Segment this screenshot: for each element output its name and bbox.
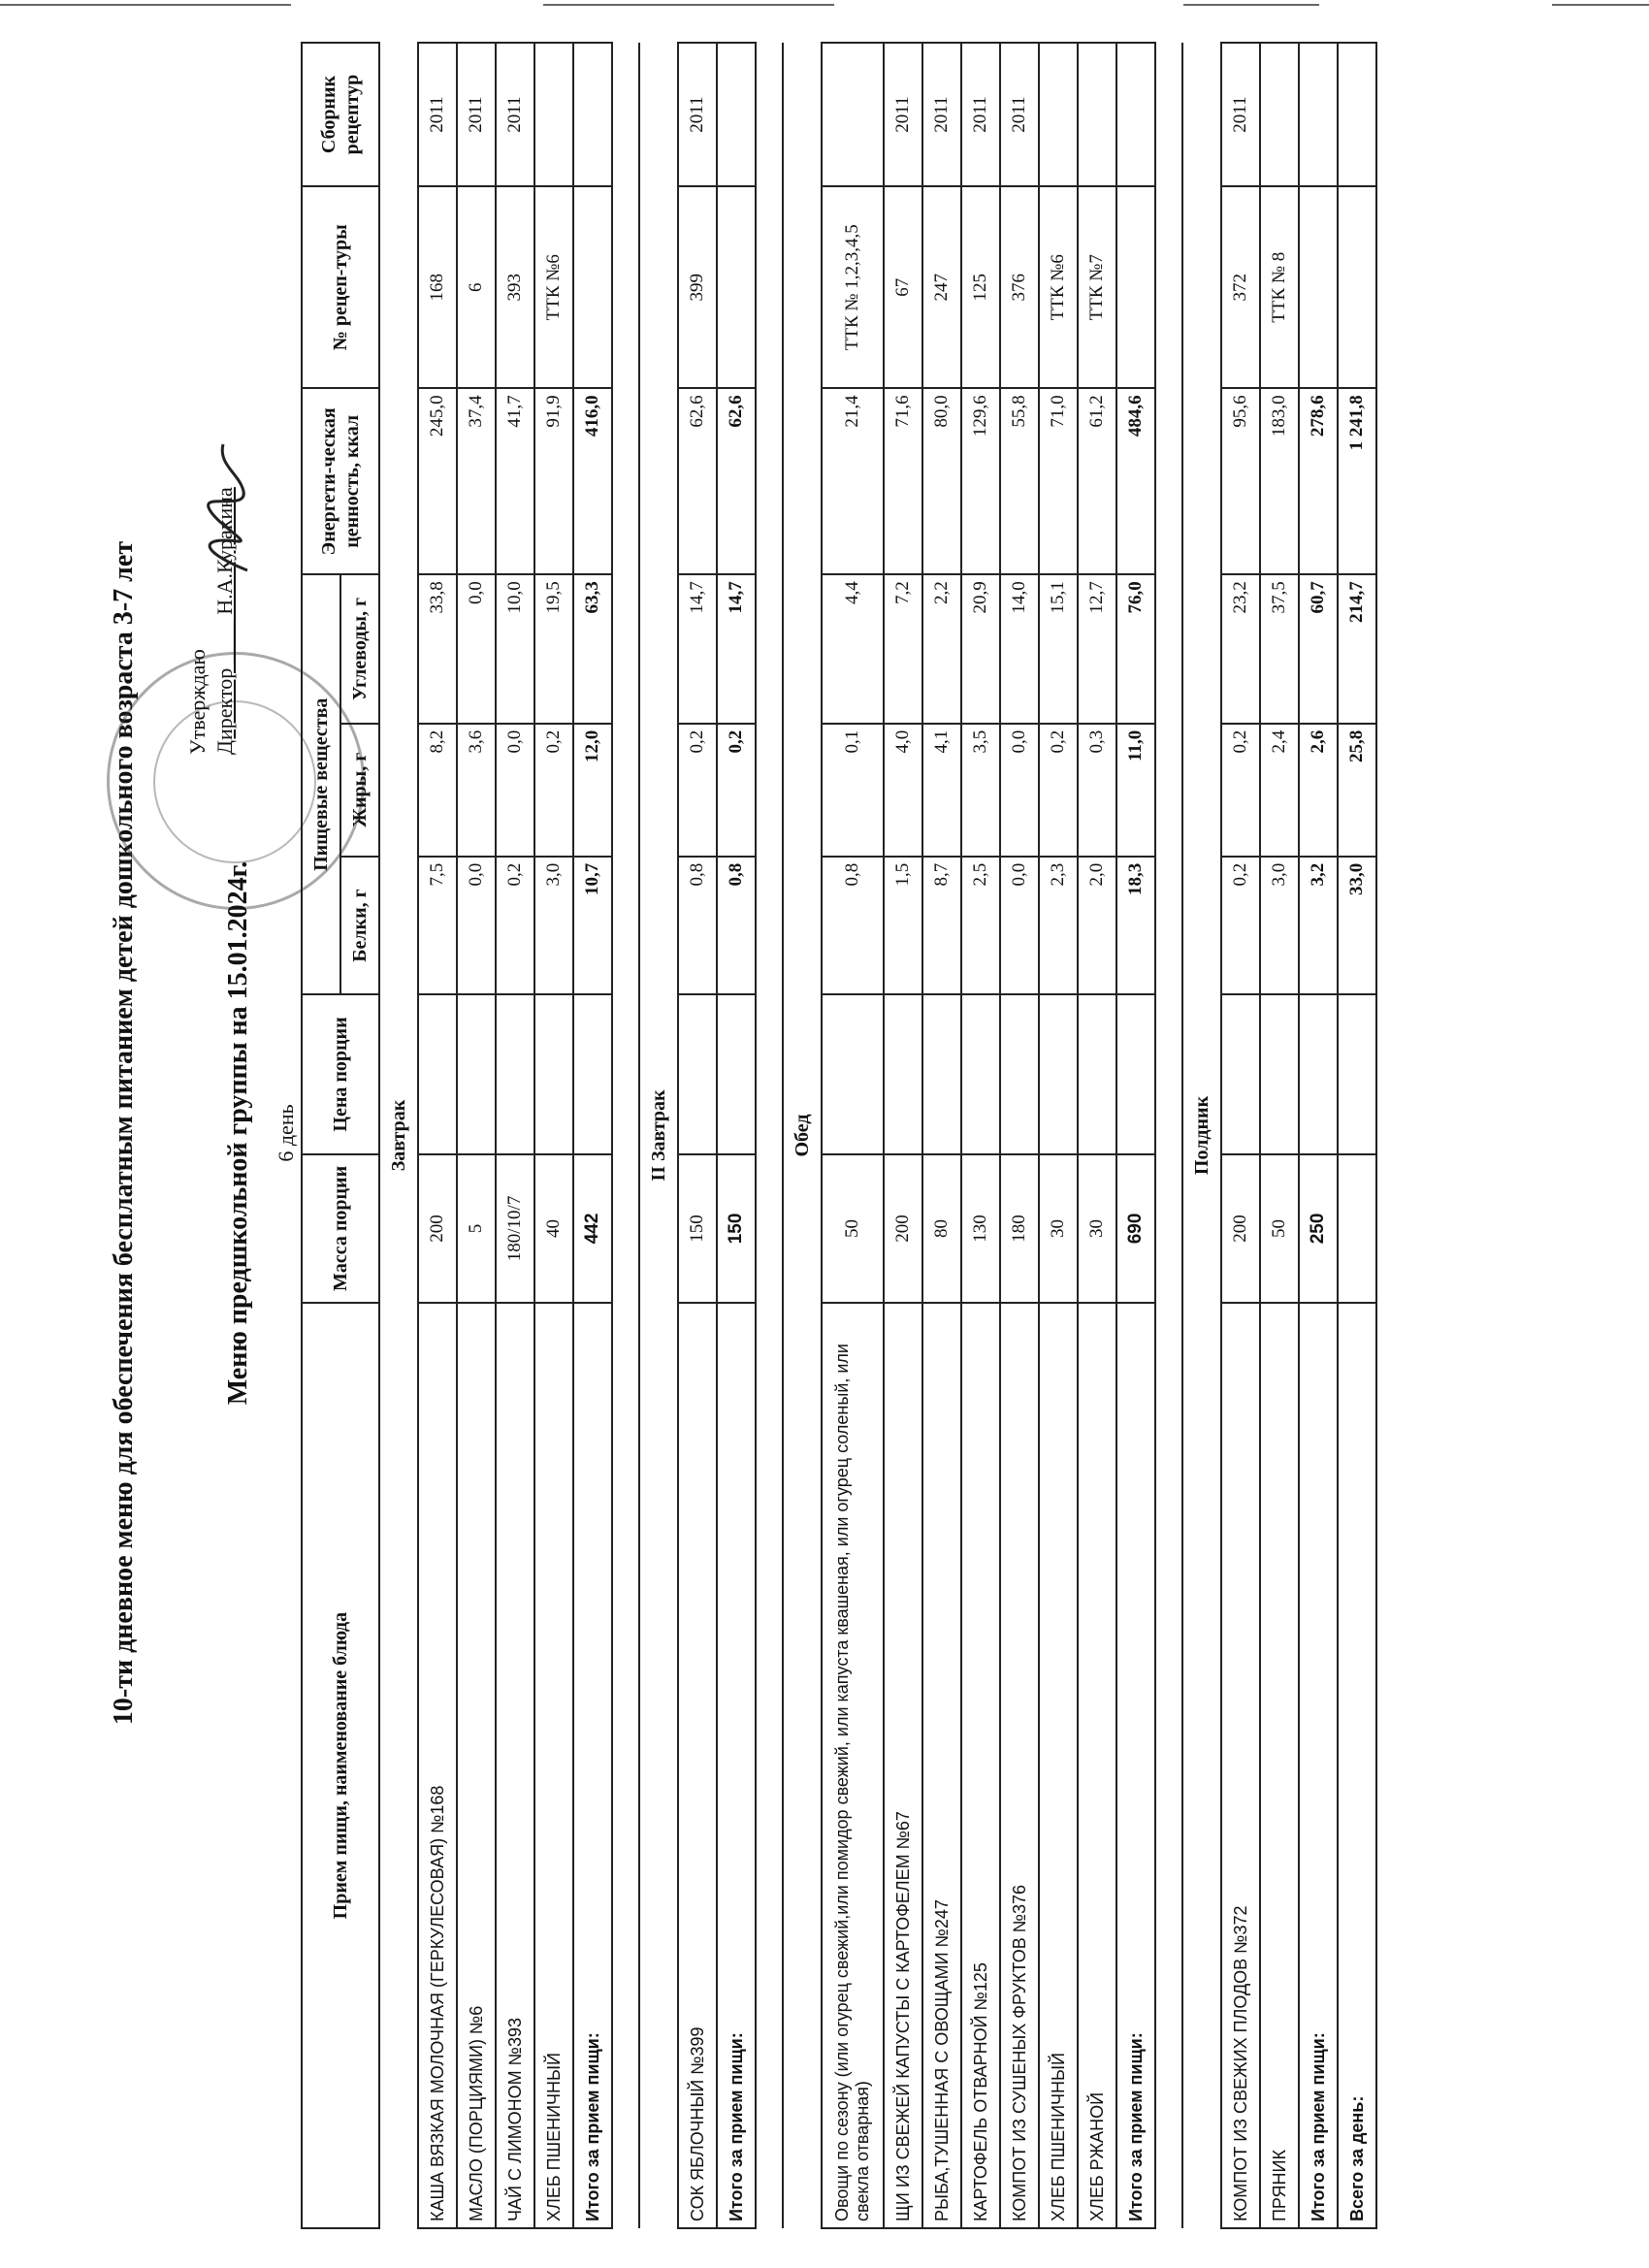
cell-e: 21,4	[822, 388, 884, 574]
cell-price	[496, 994, 534, 1153]
header-fats: Жиры, г	[340, 724, 379, 857]
cell-c: 19,5	[534, 574, 573, 723]
cell-price	[822, 994, 884, 1153]
cell-name: ХЛЕБ ПШЕНИЧНЫЙ	[534, 1303, 573, 2228]
cell-p: 3,0	[1260, 857, 1299, 995]
cell-col	[822, 43, 884, 186]
total-collection	[1299, 43, 1338, 186]
cell-col	[534, 43, 573, 186]
total-label: Итого за прием пищи:	[717, 1303, 756, 2228]
grand-total-row	[1338, 43, 1376, 2228]
cell-f: 0,2	[534, 724, 573, 857]
menu-table	[301, 42, 1377, 2229]
cell-f: 8,2	[418, 724, 457, 857]
cell-e: 80,0	[922, 388, 961, 574]
cell-col: 2011	[678, 43, 717, 186]
total-row	[1116, 43, 1155, 2228]
section-header	[379, 43, 418, 2228]
total-price	[1299, 994, 1338, 1153]
table-row	[884, 43, 922, 2228]
cell-c: 20,9	[961, 574, 1000, 723]
cell-c: 15,1	[1039, 574, 1078, 723]
cell-c: 0,0	[457, 574, 496, 723]
cell-e: 71,6	[884, 388, 922, 574]
total-label: Итого за прием пищи:	[573, 1303, 612, 2228]
cell-e: 61,2	[1078, 388, 1116, 574]
total-carbs: 14,7	[717, 574, 756, 723]
total-price	[573, 994, 612, 1153]
table-row	[1221, 43, 1260, 2228]
cell-col: 2011	[496, 43, 534, 186]
grand-total-fats: 25,8	[1338, 724, 1376, 857]
section-gap	[1155, 43, 1182, 2228]
header-proteins: Белки, г	[340, 857, 379, 995]
cell-f: 0,2	[1221, 724, 1260, 857]
cell-c: 2,2	[922, 574, 961, 723]
header-meal: Прием пищи, наименование блюда	[302, 1303, 379, 2228]
scan-artifact-line	[543, 4, 834, 6]
cell-c: 4,4	[822, 574, 884, 723]
cell-name: КАША ВЯЗКАЯ МОЛОЧНАЯ (ГЕРКУЛЕСОВАЯ) №168	[418, 1303, 457, 2228]
cell-c: 7,2	[884, 574, 922, 723]
total-recipe	[573, 186, 612, 388]
grand-total-label: Всего за день:	[1338, 1303, 1376, 2228]
cell-col: 2011	[961, 43, 1000, 186]
cell-name: КОМПОТ ИЗ СУШЕНЫХ ФРУКТОВ №376	[1000, 1303, 1039, 2228]
cell-name: ЩИ ИЗ СВЕЖЕЙ КАПУСТЫ С КАРТОФЕЛЕМ №67	[884, 1303, 922, 2228]
total-collection	[573, 43, 612, 186]
section-gap	[612, 43, 639, 2228]
approve-director: Директор ____ Н.А.Куракина	[212, 487, 237, 755]
cell-e: 71,0	[1039, 388, 1078, 574]
cell-mass: 30	[1078, 1154, 1116, 1303]
header-collection: Сборник рецептур	[302, 43, 379, 186]
cell-p: 0,8	[822, 857, 884, 995]
cell-f: 2,4	[1260, 724, 1299, 857]
total-carbs: 76,0	[1116, 574, 1155, 723]
cell-p: 1,5	[884, 857, 922, 995]
cell-p: 0,0	[457, 857, 496, 995]
total-row	[717, 43, 756, 2228]
cell-col	[1039, 43, 1078, 186]
section-header	[1182, 43, 1221, 2228]
grand-total-carbs: 214,7	[1338, 574, 1376, 723]
cell-price	[1078, 994, 1116, 1153]
cell-name: ЧАЙ С ЛИМОНОМ №393	[496, 1303, 534, 2228]
cell-mass: 5	[457, 1154, 496, 1303]
cell-col: 2011	[457, 43, 496, 186]
cell-recipe: ТТК № 1,2,3,4,5	[822, 186, 884, 388]
cell-c: 12,7	[1078, 574, 1116, 723]
menu-table-body	[379, 43, 1376, 2228]
cell-mass: 180	[1000, 1154, 1039, 1303]
cell-col: 2011	[1000, 43, 1039, 186]
cell-name: РЫБА,ТУШЕННАЯ С ОВОЩАМИ №247	[922, 1303, 961, 2228]
scan-artifact-line	[1552, 4, 1649, 6]
cell-price	[1260, 994, 1299, 1153]
cell-name: МАСЛО (ПОРЦИЯМИ) №6	[457, 1303, 496, 2228]
cell-recipe: ТТК №6	[534, 186, 573, 388]
cell-e: 55,8	[1000, 388, 1039, 574]
total-row	[573, 43, 612, 2228]
cell-recipe: 125	[961, 186, 1000, 388]
total-carbs: 60,7	[1299, 574, 1338, 723]
cell-mass: 200	[1221, 1154, 1260, 1303]
table-row	[1039, 43, 1078, 2228]
cell-p: 0,2	[496, 857, 534, 995]
cell-recipe: 168	[418, 186, 457, 388]
cell-c: 14,7	[678, 574, 717, 723]
total-mass: 250	[1299, 1154, 1338, 1303]
approve-label: Утверждаю	[185, 649, 210, 755]
section-title: Завтрак	[379, 43, 418, 2228]
cell-mass: 40	[534, 1154, 573, 1303]
grand-total-price	[1338, 994, 1376, 1153]
cell-name: КОМПОТ ИЗ СВЕЖИХ ПЛОДОВ №372	[1221, 1303, 1260, 2228]
section-header	[783, 43, 822, 2228]
header-price: Цена порции	[302, 994, 379, 1153]
total-recipe	[1116, 186, 1155, 388]
cell-name: ХЛЕБ ПШЕНИЧНЫЙ	[1039, 1303, 1078, 2228]
cell-recipe: 372	[1221, 186, 1260, 388]
cell-mass: 80	[922, 1154, 961, 1303]
grand-total-energy: 1 241,8	[1338, 388, 1376, 574]
cell-f: 0,1	[822, 724, 884, 857]
cell-price	[418, 994, 457, 1153]
cell-price	[678, 994, 717, 1153]
section-gap	[756, 43, 783, 2228]
total-price	[1116, 994, 1155, 1153]
header-energy: Энергети-ческая ценность, ккал	[302, 388, 379, 574]
cell-mass: 50	[1260, 1154, 1299, 1303]
table-row	[534, 43, 573, 2228]
cell-recipe: 247	[922, 186, 961, 388]
grand-total-recipe	[1338, 186, 1376, 388]
cell-col: 2011	[418, 43, 457, 186]
total-proteins: 0,8	[717, 857, 756, 995]
cell-recipe: 376	[1000, 186, 1039, 388]
cell-name: СОК ЯБЛОЧНЫЙ №399	[678, 1303, 717, 2228]
total-mass: 690	[1116, 1154, 1155, 1303]
total-collection	[717, 43, 756, 186]
cell-p: 2,3	[1039, 857, 1078, 995]
cell-p: 0,0	[1000, 857, 1039, 995]
rotated-document	[19, 17, 1630, 2249]
cell-f: 0,0	[496, 724, 534, 857]
total-recipe	[717, 186, 756, 388]
header-nutrients: Пищевые вещества	[302, 574, 340, 994]
scan-artifact-line	[0, 4, 291, 6]
cell-e: 62,6	[678, 388, 717, 574]
cell-mass: 130	[961, 1154, 1000, 1303]
cell-p: 8,7	[922, 857, 961, 995]
section-title: Полдник	[1182, 43, 1221, 2228]
total-mass: 150	[717, 1154, 756, 1303]
table-row	[922, 43, 961, 2228]
total-label: Итого за прием пищи:	[1299, 1303, 1338, 2228]
scan-artifact-line	[1183, 4, 1319, 6]
cell-f: 3,6	[457, 724, 496, 857]
cell-e: 41,7	[496, 388, 534, 574]
cell-price	[1000, 994, 1039, 1153]
day-label: 6 день	[274, 1104, 298, 1162]
cell-e: 95,6	[1221, 388, 1260, 574]
cell-price	[457, 994, 496, 1153]
section-header	[639, 43, 678, 2228]
cell-c: 10,0	[496, 574, 534, 723]
total-proteins: 3,2	[1299, 857, 1338, 995]
total-label: Итого за прием пищи:	[1116, 1303, 1155, 2228]
cell-price	[534, 994, 573, 1153]
total-energy: 484,6	[1116, 388, 1155, 574]
section-title: II Завтрак	[639, 43, 678, 2228]
cell-price	[961, 994, 1000, 1153]
cell-price	[1221, 994, 1260, 1153]
cell-f: 0,0	[1000, 724, 1039, 857]
cell-price	[1039, 994, 1078, 1153]
cell-recipe: 399	[678, 186, 717, 388]
cell-c: 14,0	[1000, 574, 1039, 723]
cell-price	[884, 994, 922, 1153]
cell-recipe: 393	[496, 186, 534, 388]
cell-recipe: ТТК №7	[1078, 186, 1116, 388]
cell-e: 91,9	[534, 388, 573, 574]
cell-col	[1260, 43, 1299, 186]
cell-p: 2,5	[961, 857, 1000, 995]
cell-col: 2011	[884, 43, 922, 186]
cell-f: 0,2	[1039, 724, 1078, 857]
total-proteins: 18,3	[1116, 857, 1155, 995]
total-energy: 416,0	[573, 388, 612, 574]
cell-col: 2011	[1221, 43, 1260, 186]
cell-e: 245,0	[418, 388, 457, 574]
total-fats: 0,2	[717, 724, 756, 857]
total-carbs: 63,3	[573, 574, 612, 723]
cell-name: КАРТОФЕЛЬ ОТВАРНОЙ №125	[961, 1303, 1000, 2228]
table-row	[678, 43, 717, 2228]
total-row	[1299, 43, 1338, 2228]
cell-c: 37,5	[1260, 574, 1299, 723]
cell-recipe: ТТК №6	[1039, 186, 1078, 388]
grand-total-collection	[1338, 43, 1376, 186]
cell-name: ХЛЕБ РЖАНОЙ	[1078, 1303, 1116, 2228]
total-collection	[1116, 43, 1155, 186]
total-fats: 12,0	[573, 724, 612, 857]
total-energy: 62,6	[717, 388, 756, 574]
cell-e: 183,0	[1260, 388, 1299, 574]
cell-f: 3,5	[961, 724, 1000, 857]
grand-total-mass	[1338, 1154, 1376, 1303]
cell-p: 2,0	[1078, 857, 1116, 995]
cell-e: 129,6	[961, 388, 1000, 574]
table-row	[418, 43, 457, 2228]
cell-c: 33,8	[418, 574, 457, 723]
cell-recipe: ТТК № 8	[1260, 186, 1299, 388]
cell-p: 0,8	[678, 857, 717, 995]
total-energy: 278,6	[1299, 388, 1338, 574]
table-row	[822, 43, 884, 2228]
cell-mass: 50	[822, 1154, 884, 1303]
cell-p: 7,5	[418, 857, 457, 995]
cell-p: 3,0	[534, 857, 573, 995]
cell-e: 37,4	[457, 388, 496, 574]
table-row	[961, 43, 1000, 2228]
total-fats: 11,0	[1116, 724, 1155, 857]
cell-c: 23,2	[1221, 574, 1260, 723]
cell-f: 4,1	[922, 724, 961, 857]
header-carbs: Углеводы, г	[340, 574, 379, 723]
table-row	[457, 43, 496, 2228]
total-fats: 2,6	[1299, 724, 1338, 857]
header-recipe: № рецеп-туры	[302, 186, 379, 388]
cell-col: 2011	[922, 43, 961, 186]
header-mass: Масса порции	[302, 1154, 379, 1303]
total-recipe	[1299, 186, 1338, 388]
table-row	[496, 43, 534, 2228]
section-title: Обед	[783, 43, 822, 2228]
cell-name: ПРЯНИК	[1260, 1303, 1299, 2228]
cell-recipe: 67	[884, 186, 922, 388]
cell-price	[922, 994, 961, 1153]
total-price	[717, 994, 756, 1153]
grand-total-proteins: 33,0	[1338, 857, 1376, 995]
cell-mass: 200	[418, 1154, 457, 1303]
total-mass: 442	[573, 1154, 612, 1303]
table-row	[1000, 43, 1039, 2228]
document-title: 10-ти дневное меню для обеспечения бесплатным питанием детей дошкольного возраста 3-7 лет	[109, 540, 139, 1726]
cell-p: 0,2	[1221, 857, 1260, 995]
cell-recipe: 6	[457, 186, 496, 388]
table-row	[1078, 43, 1116, 2228]
cell-mass: 180/10/7	[496, 1154, 534, 1303]
menu-subtitle: Меню предшкольной группы на 15.01.2024г.	[223, 860, 253, 1406]
cell-col	[1078, 43, 1116, 186]
table-row	[1260, 43, 1299, 2228]
cell-mass: 200	[884, 1154, 922, 1303]
cell-mass: 150	[678, 1154, 717, 1303]
cell-mass: 30	[1039, 1154, 1078, 1303]
cell-name: Овощи по сезону (или огурец свежий,или помидор свежий, или капуста квашеная, или огурец соленый, или свекла отварная)	[822, 1303, 884, 2228]
cell-f: 0,3	[1078, 724, 1116, 857]
cell-f: 4,0	[884, 724, 922, 857]
cell-f: 0,2	[678, 724, 717, 857]
total-proteins: 10,7	[573, 857, 612, 995]
